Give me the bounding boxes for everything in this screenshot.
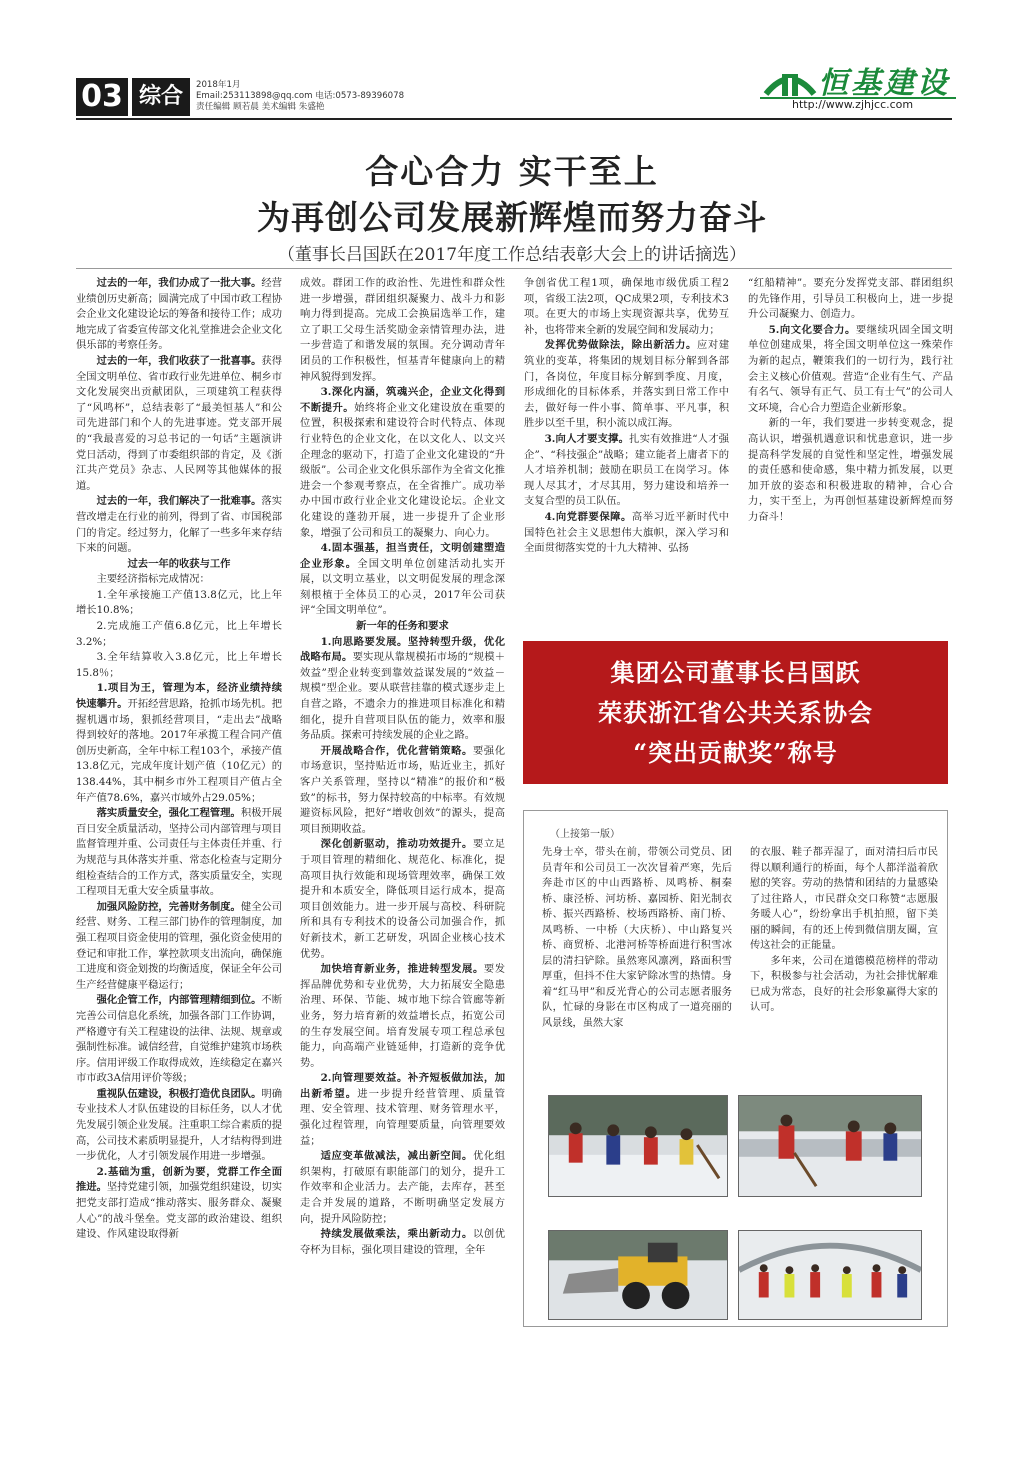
article-column-2 bbox=[300, 276, 505, 1258]
paragraph-body: 主要经济指标完成情况： bbox=[96, 573, 210, 586]
paragraph-lead: 1.项目为王，管理为本，经济业绩持续快速攀升。 bbox=[76, 682, 282, 711]
paragraph-lead: 3.向人才要支撑。 bbox=[544, 432, 630, 445]
paragraph-body: 新的一年，我们要进一步转变观念，提高认识，增强机遇意识和忧患意识，进一步提高科学发展的自觉性和坚定性，增强发展的责任感和使命感，集中精力抓发展，以更加开放的姿态和积极进取的精神，合心合力，实干至上，为再创恒基建设新辉煌而努力奋斗！ bbox=[748, 417, 953, 523]
paragraph-body: 不断完善公司信息化系统，加强各部门工作协调，严格遵守有关工程建设的法律、法规、规章或强制性标准。诚信经营，自觉维护建筑市场秩序。信用评级工作取得成效，连续稳定在嘉兴市市政3A信用评价等级； bbox=[76, 994, 283, 1085]
volunteers-bridge-photo-icon bbox=[738, 1230, 922, 1320]
paragraph-lead: 2.向管理要效益。补齐短板做加法，加出新希望。 bbox=[300, 1072, 505, 1100]
article-paragraph bbox=[748, 323, 953, 417]
headline-line-2: 为再创公司发展新辉煌而努力奋斗 bbox=[257, 198, 767, 237]
logo-wordmark: 恒基建设 bbox=[818, 66, 950, 101]
continued-paragraph: 的衣服、鞋子都弄湿了，面对清扫后市民得以顺利通行的桥面，每个人都洋溢着欣慰的笑容。劳动的热情和团结的力量感染了过往路人，市民群众交口称赞“志愿服务暖人心”，纷纷拿出手机拍照，留下美丽的瞬间，有的还上传到微信朋友圈，宣传这社会的正能量。 bbox=[750, 847, 938, 951]
article-column-4 bbox=[748, 276, 953, 526]
article-paragraph bbox=[300, 962, 505, 1071]
article-paragraph bbox=[300, 837, 505, 962]
paragraph-body: 要强化市场意识，坚持贴近市场，贴近业主，抓好客户关系管理，坚持以“精准”的报价和“极致”的标书，努力保持较高的中标率。有效规避资标风险，把好“增收创效”的源头，提高项目预期收益。 bbox=[300, 744, 506, 835]
paragraph-lead: 过去的一年，我们办成了一批大事。 bbox=[96, 277, 262, 289]
paragraph-body: 2.完成施工产值6.8亿元，比上年增长3.2%； bbox=[76, 620, 282, 648]
paragraph-lead: 5.向文化要合力。 bbox=[768, 323, 856, 336]
paragraph-lead: 过去的一年，我们收获了一批喜事。 bbox=[96, 354, 262, 367]
paragraph-body: 要实现从靠规模拓市场的“规模＋效益”型企业转变到靠效益谋发展的“效益－规模”型企业。要从联营挂靠的模式逐步走上自营之路，不遗余力的推进项目标准化和精细化，提升自营项目队伍的能力，效率和服务品质。探索可持续发展的企业之路。 bbox=[300, 651, 505, 742]
paragraph-body: 要发挥品牌优势和专业优势，大力拓展安全隐患治理、环保、节能、城市地下综合管廊等新业务，努力培育新的效益增长点，拓宽公司的生存发展空间。培育发展专项工程总承包能力，向高端产业链延伸，打造新的竞争优势。 bbox=[300, 963, 506, 1069]
paragraph-lead: 3.深化内涵，筑魂兴企，企业文化得到不断提升。 bbox=[300, 386, 505, 414]
paragraph-lead: 4.向党群要保障。 bbox=[544, 510, 632, 523]
paragraph-lead: 4.固本强基，担当责任，文明创建塑造企业形象。 bbox=[300, 542, 505, 570]
website-url[interactable]: http://www.zjhjcc.com bbox=[792, 98, 914, 111]
paragraph-lead: 重视队伍建设，积极打造优良团队。 bbox=[96, 1087, 262, 1100]
article-paragraph bbox=[300, 635, 505, 744]
paragraph-body: 始终将企业文化建设放在重要的位置，积极探索和建设符合时代特点、体现行业特色的企业文化，在以文化人、以文兴企理念的驱动下，打造了企业文化建设的“升级版”。公司企业文化俱乐部作为全省文化推进会一个参观考察点，在全省推广。成功举办中国市政行业企业文化建设论坛。企业文化建设的蓬勃开展，进一步提升了企业形象，增强了公司和员工的凝聚力、向心力。 bbox=[300, 401, 506, 539]
paragraph-body: 落实营改增走在行业的前列，得到了省、市国税部门的肯定。经过努力，化解了一些多年来存结下来的问题。 bbox=[76, 495, 283, 555]
article-paragraph bbox=[524, 276, 729, 338]
article-paragraph bbox=[300, 276, 505, 385]
paragraph-body: 成效。群团工作的政治性、先进性和群众性进一步增强，群团组织凝聚力、战斗力和影响力得到提高。完成工会换届选举工作，建立了职工父母生活奖励金亲情管理办法，进一步营造了和谐发展的氛围。充分调动青年团员的工作积极性，恒基青年健康向上的精神风貌得到发挥。 bbox=[300, 277, 505, 383]
section-heading: 新一年的任务和要求 bbox=[356, 620, 449, 633]
article-paragraph bbox=[76, 1165, 282, 1243]
article-paragraph bbox=[524, 338, 729, 432]
issue-date: 2018年1月 bbox=[196, 80, 241, 90]
article-paragraph bbox=[76, 900, 282, 994]
award-title-line-1: 集团公司董事长吕国跃 bbox=[610, 658, 861, 687]
article-paragraph bbox=[524, 510, 729, 557]
continued-paragraph: 多年来，公司在道德模范榜样的带动下，积极参与社会活动，为社会排忧解难已成为常态，良好的社会形象赢得大家的认可。 bbox=[750, 955, 938, 1013]
paragraph-body: 优化组织架构，打破原有职能部门的划分，提升工作效率和企业活力。去产能，去库存，甚至走合并发展的道路，不断明确坚定发展方向，提升风险防控； bbox=[300, 1150, 506, 1225]
paragraph-body: 明确专业技术人才队伍建设的目标任务，以人才优先发展引领企业发展。注重职工综合素质的提高，公司技术素质明显提升，人才结构得到进一步优化，人才引领发展作用进一步增强。 bbox=[76, 1087, 283, 1163]
masthead-divider bbox=[76, 118, 952, 120]
paragraph-lead: 深化创新驱动，推动功效提升。 bbox=[320, 838, 473, 851]
article-paragraph bbox=[300, 1149, 505, 1227]
continued-column-1 bbox=[542, 845, 732, 1031]
snow-shoveling-photo-icon bbox=[548, 1095, 728, 1197]
paragraph-body: 3.全年结算收入3.8亿元，比上年增长15.8％； bbox=[76, 651, 282, 679]
paragraph-body: 要继续巩固全国文明单位创建成果，将全国文明单位这一殊荣作为新的起点，鞭策我们的一切行为，践行社会主义核心价值观。营造“企业有生气、产品有名气、领导有正气、员工有士气”的公司人文环境，合心合力塑造企业新形象。 bbox=[748, 323, 953, 414]
paragraph-body: 1.全年承接施工产值13.8亿元，比上年增长10.8%； bbox=[76, 588, 282, 617]
paragraph-lead: 适应变革做减法，减出新空间。 bbox=[320, 1150, 473, 1163]
paragraph-body: 高举习近平新时代中国特色社会主义思想伟大旗帜，深入学习和全面贯彻落实党的十九大精神、弘扬 bbox=[524, 510, 729, 555]
paragraph-body: 经营业绩创历史新高；圆满完成了中国市政工程协会企业文化建设论坛的筹备和接待工作；成功地完成了省委宣传部文化礼堂推进会企业文化俱乐部的考察任务。 bbox=[76, 277, 283, 352]
paragraph-body: 以创优夺杯为目标，强化项目建设的管理，全年 bbox=[300, 1228, 506, 1256]
paragraph-body: 应对建筑业的变革，将集团的规划目标分解到各部门，各岗位，年度目标分解到季度、月度，形成细化的目标体系，并落实到日常工作中去，做好每一件小事、简单事、平凡事，积胜步以至千里，积小流以成江海。 bbox=[524, 339, 730, 430]
article-paragraph bbox=[300, 1071, 505, 1149]
article-paragraph bbox=[76, 1087, 282, 1165]
paragraph-body: 健全公司经营、财务、工程三部门协作的管理制度，加强工程项目资金使用的管理，强化资金使用的登记和审批工作，掌控款项支出流向，确保施工进度和资金划拨的均衡适度，保证全年公司生产经营健康平稳运行； bbox=[76, 900, 283, 991]
continued-label: （上接第一版） bbox=[550, 829, 620, 840]
paragraph-body: 争创省优工程1项，确保地市级优质工程2项，省级工法2项，QC成果2项，专利技术3项。在更大的市场上实现资源共享，优势互补，也将带来全新的发展空间和发展动力； bbox=[524, 277, 729, 336]
article-paragraph bbox=[300, 385, 505, 541]
article-paragraph bbox=[76, 276, 282, 354]
paragraph-body: 获得全国文明单位、省市政行业先进单位、桐乡市文化发展突出贡献团队，三项建筑工程获得了“风鸣杯”，总结表彰了“最美恒基人”和公司先进部门和个人的先进事迹。党支部开展的“我最喜爱的习总书记的一句话”主题演讲党日活动，得到了市委组织部的肯定，及《浙江共产党员》杂志、人民网等其他媒体的报道。 bbox=[76, 354, 283, 492]
article-paragraph bbox=[524, 432, 729, 510]
section-heading: 过去一年的收获与工作 bbox=[127, 557, 231, 570]
paragraph-body: 全国文明单位创建活动扎实开展，以文明立基业，以文明促发展的理念深刻根植于全体员工的心灵，2017年公司获评“全国文明单位”。 bbox=[300, 557, 505, 617]
paragraph-lead: 2.基础为重，创新为要，党群工作全面推进。 bbox=[76, 1165, 282, 1194]
article-paragraph bbox=[76, 494, 282, 556]
award-title-line-3: “突出贡献奖”称号 bbox=[633, 738, 838, 767]
article-column-1 bbox=[76, 276, 282, 1243]
paragraph-lead: 加快培育新业务，推进转型发展。 bbox=[320, 963, 484, 976]
article-paragraph bbox=[76, 650, 282, 681]
paragraph-lead: 持续发展做乘法，乘出新动力。 bbox=[320, 1228, 473, 1241]
award-title-line-2: 荣获浙江省公共关系协会 bbox=[598, 698, 873, 727]
article-paragraph bbox=[300, 1227, 505, 1258]
headline-line-1: 合心合力 实干至上 bbox=[365, 152, 659, 191]
article-paragraph bbox=[76, 681, 282, 806]
masthead-meta bbox=[196, 80, 404, 113]
article-paragraph bbox=[76, 619, 282, 650]
paragraph-lead: 加强风险防控，完善财务制度。 bbox=[96, 900, 241, 913]
paragraph-body: 进一步提升经营管理、质量管理、安全管理、技术管理、财务管理水平，强化过程管理，向管理要质量，向管理要效益； bbox=[300, 1087, 505, 1147]
paragraph-body: 坚持党建引领，加强党组织建设，切实把党支部打造成“推动落实、服务群众、凝聚人心”的战斗堡垒。党支部的政治建设、组织建设、作风建设取得新 bbox=[76, 1181, 283, 1241]
paragraph-body: 积极开展百日安全质量活动，坚持公司内部管理与项目监督管理并重、公司责任与主体责任并重、行为规范与具体落实并重、常态化检查与定期分组检查结合的工作方式，落实质量安全，实现工程项目无重大安全质量事故。 bbox=[76, 807, 283, 898]
article-paragraph bbox=[300, 744, 505, 838]
continued-paragraph: 先身士卒，带头在前，带领公司党员、团员青年和公司员工一次次冒着严寒，先后奔赴市区的中山西路桥、凤鸣桥、桐秦桥、康泾桥、河坊桥、嘉园桥、阳光制衣桥、振兴西路桥、校场西路桥、南门桥、凤鸣桥、一中桥（大庆桥）、中山路复兴桥、商贸桥、北港河桥等桥面进行积雪冰层的清扫铲除。虽然寒风凛冽，路面积雪厚重，但抖不住大家铲除冰雪的热情。身着“红马甲”和反光背心的公司志愿者服务队，忙碌的身影在市区构成了一道亮丽的风景线，虽然大家 bbox=[542, 847, 732, 1029]
paragraph-body: 要立足于项目管理的精细化、规范化、标准化，提高项目执行效能和现场管理效率，确保工效提升和本质安全，降低项目运行成本，提高项目创效能力。进一步开展与高校、科研院所和具有专利技术的设备公司加强合作，抓好新技术，新工艺研发，巩固企业核心技术优势。 bbox=[300, 838, 506, 960]
section-name: 综合 bbox=[130, 78, 190, 116]
article-paragraph bbox=[748, 416, 953, 525]
paragraph-lead: 落实质量安全，强化工程管理。 bbox=[96, 807, 241, 820]
article-paragraph bbox=[76, 588, 282, 619]
wheel-loader-photo-icon bbox=[548, 1230, 728, 1320]
paragraph-lead: 过去的一年，我们解决了一批难事。 bbox=[96, 495, 262, 508]
paragraph-lead: 强化企管工作，内部管理精细到位。 bbox=[96, 994, 262, 1007]
title-divider bbox=[76, 268, 952, 269]
article-paragraph bbox=[76, 993, 282, 1087]
article-paragraph bbox=[76, 572, 282, 588]
continued-column-2 bbox=[750, 845, 938, 1016]
paragraph-lead: 开展战略合作，优化营销策略。 bbox=[320, 744, 473, 757]
paragraph-body: 开拓经营思路，抢抓市场先机。把握机遇市场，狠抓经营项目，“走出去”战略得到较好的落地。2017年承揽工程合同产值创历史新高，全年中标工程103个，承接产值13.8亿元，完成年度计划产值（10亿元）的138.44%，其中桐乡市外工程项目产值占全年产值78.6%，嘉兴市域外占29.05%； bbox=[76, 698, 283, 804]
paragraph-body: “红船精神”。要充分发挥党支部、群团组织的先锋作用，引导员工积极向上，进一步提升公司凝聚力、创造力。 bbox=[748, 277, 953, 321]
headline-deck: （董事长吕国跃在2017年度工作总结表彰大会上的讲话摘选） bbox=[277, 245, 747, 265]
paragraph-lead: 发挥优势做除法，除出新活力。 bbox=[544, 339, 697, 352]
paragraph-lead: 1.向思路要发展。坚持转型升级，优化战略布局。 bbox=[300, 635, 505, 664]
bridge-snow-clearing-photo-icon bbox=[738, 1095, 922, 1197]
article-paragraph bbox=[748, 276, 953, 323]
article-column-3 bbox=[524, 276, 729, 557]
page-number: 03 bbox=[76, 78, 128, 116]
article-paragraph bbox=[76, 354, 282, 494]
editor-credits: 责任编辑 顾若晨 美术编辑 朱盛艳 bbox=[196, 102, 325, 112]
article-paragraph bbox=[300, 541, 505, 619]
award-banner bbox=[523, 641, 948, 784]
contact-info: Email:253113898@qq.com 电话:0573-89396078 bbox=[196, 91, 405, 101]
paragraph-body: 扎实有效推进“人才强企”、“科技强企”战略；建立能者上庸者下的人才培养机制；鼓励在职员工在岗学习。体现人尽其才，才尽其用，努力建设和培养一支复合型的员工队伍。 bbox=[524, 432, 730, 508]
article-paragraph bbox=[76, 806, 282, 900]
